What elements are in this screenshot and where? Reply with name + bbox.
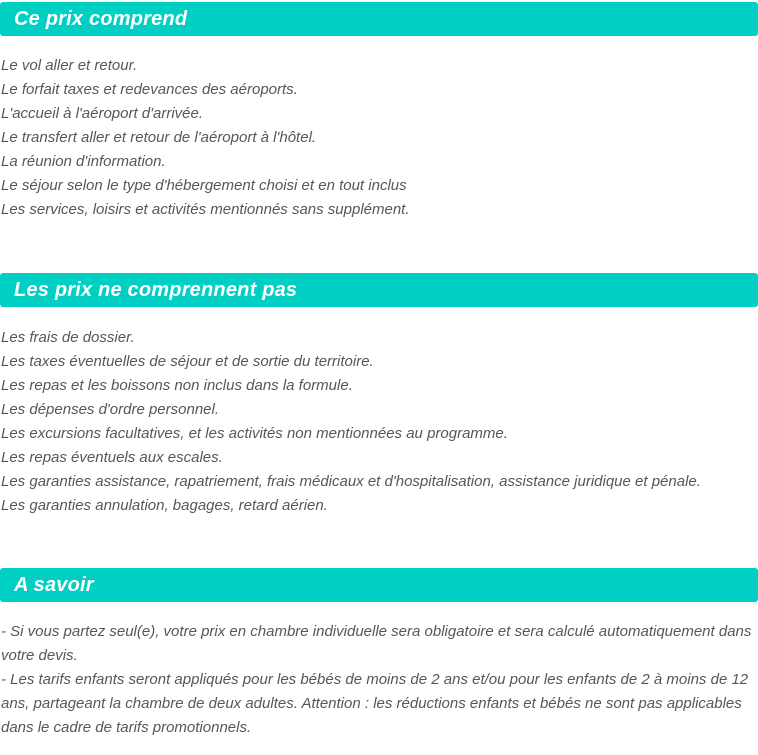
- section-title-price-excludes: Les prix ne comprennent pas: [0, 273, 758, 307]
- price-excludes-list: [0, 326, 758, 518]
- price-information-page: [0, 2, 758, 754]
- good-to-know-list: [0, 620, 758, 754]
- text-line: Les dépenses d'ordre personnel.: [1, 401, 220, 418]
- text-line: Les garanties assistance, rapatriement, frais médicaux et d'hospitalisation, assistance juridique et pénale.: [1, 473, 701, 490]
- text-line: Les taxes éventuelles de séjour et de sortie du territoire.: [1, 353, 374, 370]
- text-line: Les excursions facultatives, et les activités non mentionnées au programme.: [1, 425, 508, 442]
- text-line: L'accueil à l'aéroport d'arrivée.: [1, 105, 204, 122]
- text-line: Le forfait taxes et redevances des aéroports.: [1, 81, 298, 98]
- section-good-to-know: [0, 568, 758, 754]
- section-title-price-includes: Ce prix comprend: [0, 2, 758, 36]
- text-line: La réunion d'information.: [1, 153, 166, 170]
- text-line: Le séjour selon le type d'hébergement choisi et en tout inclus: [1, 177, 407, 194]
- text-line: - Les tarifs enfants seront appliqués pour les bébés de moins de 2 ans et/ou pour les enfants de 2 à moins de 12 ans, partageant la chambre de deux adultes. Attention : les réductions enfants et bébés ne sont pas applicables dans le cadre de tarifs promotionnels.: [1, 671, 749, 736]
- text-line: Les repas et les boissons non inclus dans la formule.: [1, 377, 353, 394]
- text-line: Le vol aller et retour.: [1, 57, 138, 74]
- text-line: - Si vous partez seul(e), votre prix en chambre individuelle sera obligatoire et sera calculé automatiquement dans votre devis.: [1, 623, 752, 664]
- section-price-includes: [0, 2, 758, 222]
- text-line: Le transfert aller et retour de l'aéroport à l'hôtel.: [1, 129, 317, 146]
- text-line: Les repas éventuels aux escales.: [1, 449, 223, 466]
- text-line: Les garanties annulation, bagages, retard aérien.: [1, 497, 328, 514]
- section-price-excludes: [0, 273, 758, 518]
- text-line: Les services, loisirs et activités mentionnés sans supplément.: [1, 201, 410, 218]
- text-line: Les frais de dossier.: [1, 329, 135, 346]
- price-includes-list: [0, 54, 758, 222]
- section-title-good-to-know: A savoir: [0, 568, 758, 602]
